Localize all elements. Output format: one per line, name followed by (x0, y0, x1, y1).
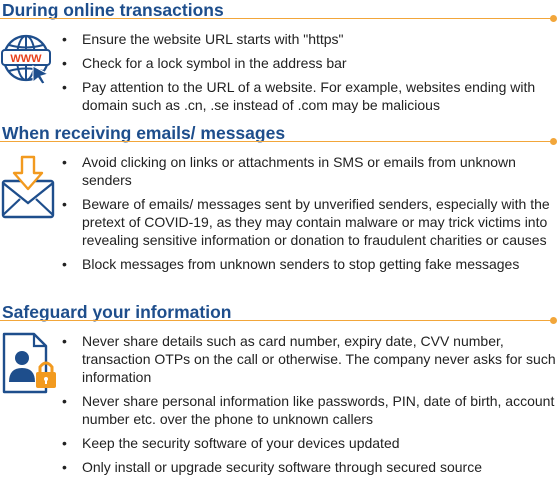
envelope-download-icon (0, 153, 58, 228)
section-safeguard-information (0, 302, 560, 475)
section-title: Safeguard your information (2, 302, 232, 322)
bullet-list (62, 30, 558, 120)
list-item: • Keep the security software of your devices updated (62, 434, 558, 452)
divider-dot (550, 15, 557, 22)
list-item: • Pay attention to the URL of a website. For example, websites ending with domain such as .cn, .se instead of .com may be malicious (62, 78, 558, 114)
list-item: • Never share personal information like passwords, PIN, date of birth, account number etc. over the phone to unknown callers (62, 392, 558, 428)
section-emails-messages (0, 123, 560, 272)
list-item: • Only install or upgrade security software through secured source (62, 458, 558, 476)
list-item: • Block messages from unknown senders to stop getting fake messages (62, 255, 558, 273)
list-item: • Ensure the website URL starts with "https" (62, 30, 558, 48)
section-header (0, 302, 560, 324)
bullet-list (62, 332, 558, 482)
divider-dot (550, 138, 557, 145)
www-globe-cursor-icon (0, 30, 54, 91)
section-online-transactions (0, 0, 560, 113)
list-item: • Avoid clicking on links or attachments in SMS or emails from unknown senders (62, 153, 558, 189)
list-item: • Never share details such as card number, expiry date, CVV number, transaction OTPs on the call or otherwise. The company never asks for such information (62, 332, 558, 386)
section-title: During online transactions (2, 0, 224, 20)
list-item: • Check for a lock symbol in the address bar (62, 54, 558, 72)
divider-line (0, 320, 552, 321)
section-header (0, 123, 560, 145)
divider-line (0, 18, 552, 19)
document-user-lock-icon (0, 330, 60, 401)
list-item: • Beware of emails/ messages sent by unverified senders, especially with the pretext of COVID-19, as they may contain malware or may trick victims into revealing sensitive information or donation to fraudulent charities or causes (62, 195, 558, 249)
section-header (0, 0, 560, 22)
divider-dot (550, 317, 557, 324)
svg-text:WWW: WWW (10, 53, 42, 65)
section-title: When receiving emails/ messages (2, 123, 286, 143)
bullet-list (62, 153, 558, 279)
divider-line (0, 141, 552, 142)
